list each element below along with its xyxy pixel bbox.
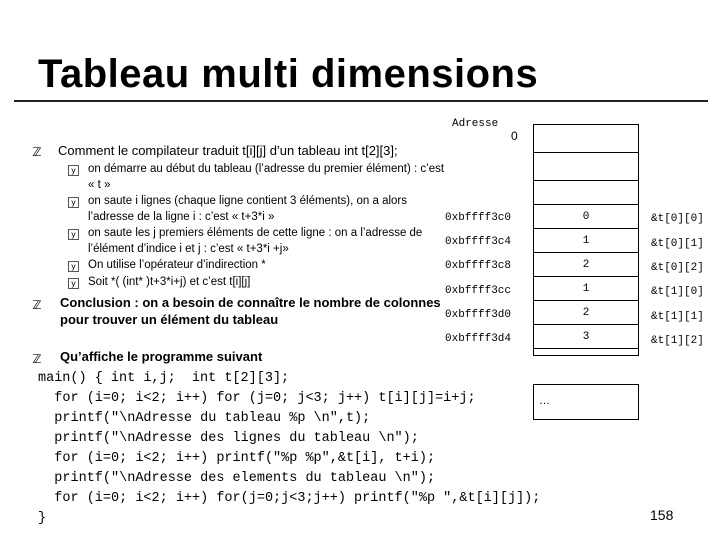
sub-bullet-text: on saute les j premiers éléments de cette ligne : on a l’adresse de bbox=[88, 227, 423, 239]
memory-cell: 0 bbox=[533, 205, 639, 229]
page-number: 158 bbox=[650, 507, 674, 523]
memory-address: 0xbffff3d0 bbox=[445, 309, 512, 321]
sub-bullet-text: Soit *( (int* )t+3*i+j) et c’est t[i][j] bbox=[88, 276, 251, 288]
memory-cell-divider bbox=[533, 152, 639, 153]
y-checkbox-icon: y bbox=[68, 229, 79, 240]
y-checkbox-icon: y bbox=[68, 261, 79, 272]
element-reference: &t[0][1] bbox=[651, 238, 704, 250]
memory-cell: 1 bbox=[533, 229, 639, 253]
code-line: printf("\nAdresse des lignes du tableau \n"); bbox=[30, 431, 419, 446]
conclusion-text: pour trouver un élément du tableau bbox=[60, 312, 279, 327]
y-checkbox-icon: y bbox=[68, 165, 79, 176]
sub-bullet-text: « t » bbox=[88, 179, 111, 191]
z-bullet-icon: ℤ bbox=[32, 298, 42, 312]
memory-cell-divider bbox=[533, 180, 639, 181]
code-line: for (i=0; i<2; i++) printf("%p %p",&t[i], t+i); bbox=[30, 451, 436, 466]
code-line: for (i=0; i<2; i++) for (j=0; j<3; j++) t[i][j]=i+j; bbox=[30, 391, 476, 406]
address-zero-label: 0 bbox=[511, 129, 518, 143]
element-reference: &t[1][2] bbox=[651, 335, 704, 347]
conclusion-text: Conclusion : on a besoin de connaître le nombre de colonnes bbox=[60, 295, 441, 310]
memory-address: 0xbffff3c0 bbox=[445, 212, 512, 224]
element-reference: &t[0][2] bbox=[651, 262, 704, 274]
element-reference: &t[1][1] bbox=[651, 311, 704, 323]
z-bullet-icon: ℤ bbox=[32, 145, 42, 159]
y-checkbox-icon: y bbox=[68, 278, 79, 289]
code-line: } bbox=[38, 511, 47, 526]
sub-bullet-text: l’adresse de la ligne i : c’est « t+3*i » bbox=[88, 211, 275, 223]
sub-bullet-text: On utilise l’opérateur d’indirection * bbox=[88, 259, 266, 271]
question-text: Qu’affiche le programme suivant bbox=[60, 349, 263, 364]
code-line: for (i=0; i<2; i++) for(j=0;j<3;j++) printf("%p ",&t[i][j]); bbox=[30, 491, 541, 506]
memory-cell: 1 bbox=[533, 277, 639, 301]
memory-cell: 2 bbox=[533, 301, 639, 325]
code-line: printf("\nAdresse du tableau %p \n",t); bbox=[30, 411, 371, 426]
code-line: printf("\nAdresse des elements du tableau \n"); bbox=[30, 471, 436, 486]
y-checkbox-icon: y bbox=[68, 197, 79, 208]
page-title: Tableau multi dimensions bbox=[38, 52, 539, 96]
bullet-text: Comment le compilateur traduit t[i][j] d’un tableau int t[2][3]; bbox=[58, 143, 398, 158]
sub-bullet-text: l’élément d’indice i et j : c’est « t+3*i +j» bbox=[88, 243, 289, 255]
memory-ellipsis: … bbox=[539, 395, 550, 407]
sub-bullet-text: on saute i lignes (chaque ligne contient 3 éléments), on a alors bbox=[88, 195, 408, 207]
element-reference: &t[0][0] bbox=[651, 213, 704, 225]
memory-address: 0xbffff3c4 bbox=[445, 236, 512, 248]
memory-cell: 2 bbox=[533, 253, 639, 277]
element-reference: &t[1][0] bbox=[651, 286, 704, 298]
memory-address: 0xbffff3c8 bbox=[445, 260, 512, 272]
memory-address: 0xbffff3d4 bbox=[445, 333, 512, 345]
memory-address: 0xbffff3cc bbox=[445, 285, 512, 297]
memory-cell: 3 bbox=[533, 325, 639, 349]
address-column-label: Adresse bbox=[452, 118, 499, 130]
sub-bullet-text: on démarre au début du tableau (l’adresse du premier élément) : c’est bbox=[88, 163, 445, 175]
title-divider bbox=[14, 100, 708, 102]
z-bullet-icon: ℤ bbox=[32, 352, 42, 366]
code-line: main() { int i,j; int t[2][3]; bbox=[38, 371, 290, 386]
